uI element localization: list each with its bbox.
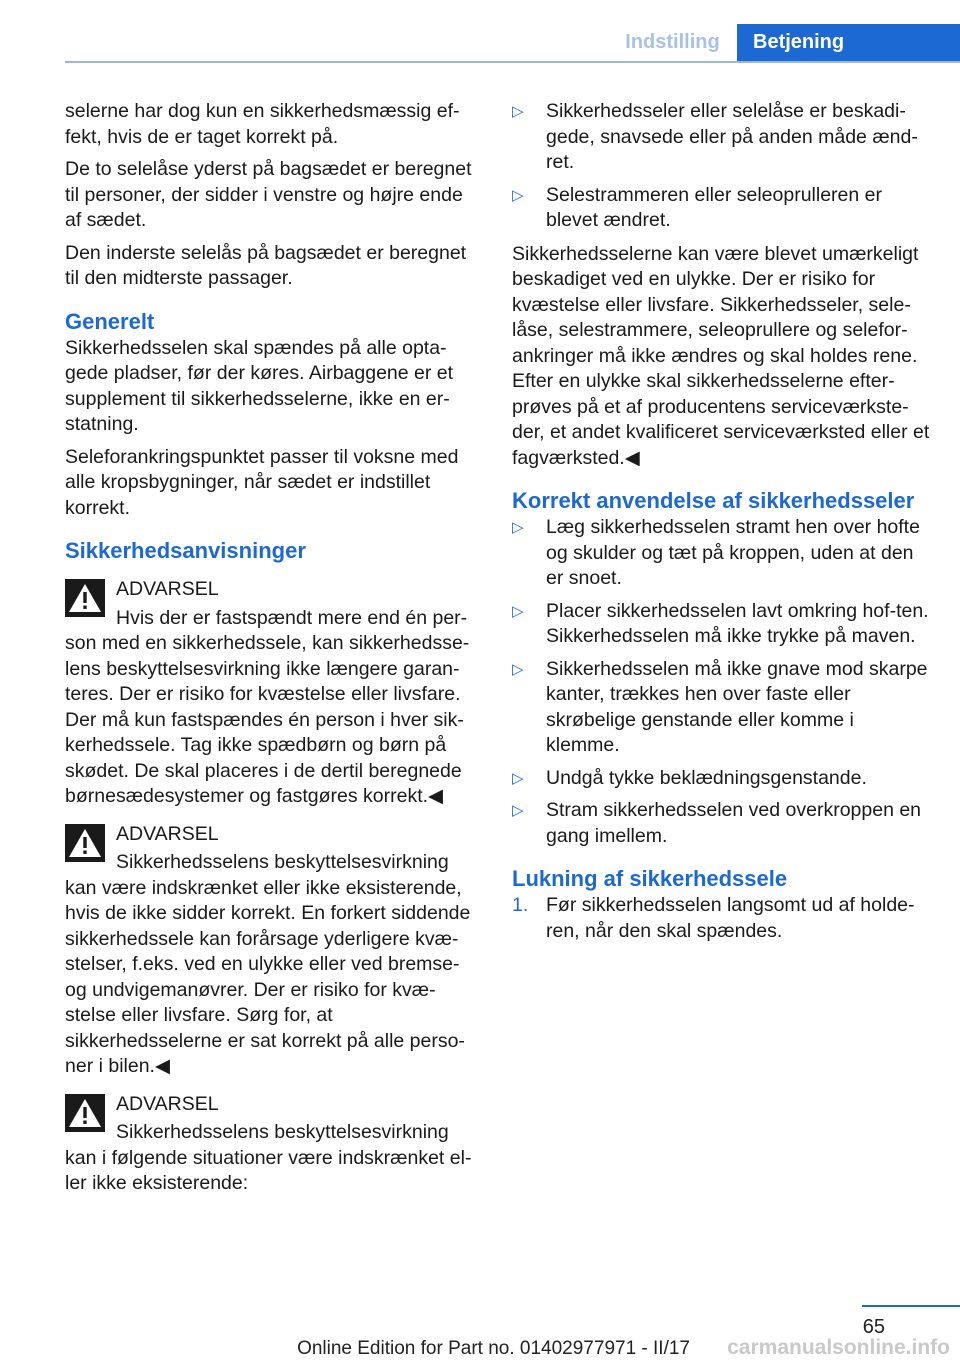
list-item-text: Sikkerhedsselen må ikke gnave mod skarpe kanter, trækkes hen over faste eller skrøbelige genstande eller komme i klemme. (546, 657, 928, 756)
list-item (512, 183, 932, 234)
footer-rule (862, 1305, 960, 1307)
page-number: 65 (862, 1316, 885, 1338)
warning-text: kan være indskrænket eller ikke eksisterende, hvis de ikke sidder korrekt. En forkert siddende sikkerhedssele kan forårsage yderligere kvæ-stelser, f.eks. ved en ulykke eller ved bremse- og undvigemanøvrer. Der er risiko for kvæ-stelse eller livsfare. Sørg for, at sikkerhedsselerne er sat korrekt på alle perso-ner i bilen.◀ (65, 876, 471, 1077)
list-item-text: Stram sikkerhedsselen ved overkroppen en gang imellem. (546, 799, 922, 847)
heading-korrekt-anvendelse: Korrekt anvendelse af sikkerhedsseler (512, 488, 915, 513)
triangle-right-icon: ▷ (512, 602, 524, 620)
list-item (512, 657, 932, 759)
paragraph: selerne har dog kun en sikkerhedsmæssig ef-fekt, hvis de er taget korrekt på. (65, 100, 460, 148)
list-item-text: Placer sikkerhedsselen lavt omkring hof-ten. Sikkerhedsselen må ikke trykke på maven. (546, 599, 929, 647)
triangle-right-icon: ▷ (512, 519, 524, 536)
list-item-text: Sikkerhedsseler eller selelåse er beskadi-gede, snavsede eller på anden måde ænd-ret. (546, 100, 918, 173)
list-item-text: Undgå tykke beklædningsgenstande. (546, 766, 867, 789)
right-column (512, 99, 932, 944)
warning-text: kan i følgende situationer være indskrænket el-ler ikke eksisterende: (65, 1146, 472, 1194)
triangle-right-icon: ▷ (512, 769, 524, 787)
warning-box (65, 577, 480, 810)
list-item-text: Selestrammeren eller seleoprulleren er blevet ændret. (546, 183, 882, 231)
tab-betjening[interactable]: Betjening (737, 24, 960, 61)
triangle-right-icon: ▷ (512, 103, 524, 120)
paragraph: Den inderste selelås på bagsædet er beregnet til den midterste passager. (65, 241, 467, 289)
warning-box (65, 1092, 480, 1197)
list-item (512, 515, 932, 592)
list-item (512, 766, 932, 792)
bullet-list (512, 515, 932, 849)
list-item (512, 893, 932, 944)
left-column (65, 99, 480, 1207)
numbered-list (512, 893, 932, 944)
list-item-text: Før sikkerhedsselen langsomt ud af holde-ren, når den skal spændes. (546, 894, 915, 942)
warning-text: son med en sikkerhedssele, kan sikkerhedsse-lens beskyttelsesvirkning ikke længere garan-teres. Der er risiko for kvæstelse eller livsfare. Der må kun fastspændes én person i hver sik-kerhedssele. Tag ikke spædbørn og børn på skødet. De skal placeres i de dertil beregnede børnesædesystemer og fastgøres korrekt.◀ (65, 632, 470, 807)
heading-generelt: Generelt (65, 308, 155, 334)
warning-triangle-icon (65, 1094, 105, 1132)
list-item (512, 99, 932, 176)
tab-indstilling[interactable]: Indstilling (625, 31, 720, 53)
triangle-right-icon: ▷ (512, 802, 524, 819)
paragraph: De to selelåse yderst på bagsædet er beregnet til personer, der sidder i venstre og højre ende af sædet. (65, 158, 472, 231)
warning-triangle-icon (65, 824, 105, 862)
list-item (512, 798, 932, 849)
warning-triangle-icon (65, 579, 105, 617)
heading-lukning: Lukning af sikkerhedssele (512, 866, 788, 891)
paragraph: Seleforankringspunktet passer til voksne med alle kropsbygninger, når sædet er indstillet korrekt. (65, 445, 459, 519)
list-item (512, 599, 932, 650)
heading-sikkerhedsanvisninger: Sikkerhedsanvisninger (65, 538, 306, 563)
list-item-text: Læg sikkerhedsselen stramt hen over hofte og skulder og tæt på kroppen, uden at den er snoet. (546, 516, 920, 589)
warning-text: Sikkerhedsselens beskyttelsesvirkning (116, 851, 449, 873)
header-rule (65, 61, 960, 63)
warning-text: Sikkerhedsselens beskyttelsesvirkning (116, 1121, 449, 1143)
warning-title: ADVARSEL (116, 578, 219, 600)
warning-title: ADVARSEL (116, 1092, 219, 1115)
edition-text: Online Edition for Part no. 01402977971 - II/17 (297, 1338, 690, 1359)
paragraph: Sikkerhedsselen skal spændes på alle opta-gede pladser, før der køres. Airbaggene er et supplement til sikkerhedsselerne, ikke en er-statning. (65, 336, 454, 435)
triangle-right-icon: ▷ (512, 660, 524, 678)
paragraph: Sikkerhedsselerne kan være blevet umærkeligt beskadiget ved en ulykke. Der er risiko for kvæstelse eller livsfare. Sikkerhedsseler, sele-låse, selestrammere, seleoprullere og selefor-ankringer må ikke ændres og skal holdes rene. Efter en ulykke skal sikkerhedsselerne efter-prøves på et af producentens serviceværkste-der, et andet kvalificeret serviceværksted eller et fagværksted.◀ (512, 242, 930, 469)
watermark: carmanualsonline.info (727, 1336, 950, 1359)
triangle-right-icon: ▷ (512, 186, 524, 204)
bullet-list (512, 99, 932, 234)
warning-box (65, 822, 480, 1080)
warning-text: Hvis der er fastspændt mere end én per- (116, 606, 468, 629)
warning-title: ADVARSEL (116, 822, 219, 845)
step-number: 1. (512, 894, 529, 916)
